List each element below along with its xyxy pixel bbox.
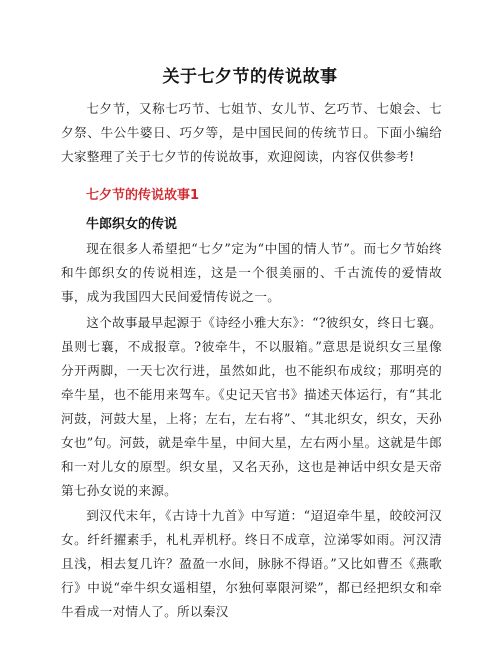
intro-paragraph: 七夕节，又称七巧节、七姐节、女儿节、乞巧节、七娘会、七夕祭、牛公牛婆日、巧夕等，是中国民间的传统节日。下面小编给大家整理了关于七夕节的传说故事，欢迎阅读，内容仅供参考! bbox=[61, 101, 442, 164]
body-paragraph-3: 到汉代末年，《古诗十九首》中写道：“迢迢牵牛星，皎皎河汉女。纤纤擢素手，札札弄机杼。终日不成章，泣涕零如雨。河汉清且浅，相去复几许？盈盈一水间，脉脉不得语。”又比如曹丕《燕歌行》中说“牵牛织女遥相望，尔独何辜限河梁”，都已经把织女和牵牛看成一对情人了。所以秦汉 bbox=[61, 508, 442, 619]
body-paragraph-2: 这个故事最早起源于《诗经小雅大东》：“?彼织女，终日七襄。虽则七襄，不成报章。?彼牵牛，不以服箱。”意思是说织女三星像分开两脚，一天七次行进，虽然如此，也不能织布成纹；那明亮的牵牛星，也不能用来驾车。《史记天官书》描述天体运行，有“其北河鼓，河鼓大星，上将；左右，左右将”、“其北织女，织女，天孙女也”句。河鼓，就是牵牛星，中间大星，左右两小星。这就是牛郎和一对儿女的原型。织女星，又名天孙，这也是神话中织女是天帝第七孙女说的来源。 bbox=[61, 315, 442, 498]
section-heading: 七夕节的传说故事1 bbox=[86, 188, 200, 203]
document-title: 关于七夕节的传说故事 bbox=[162, 67, 338, 87]
body-paragraph-1: 现在很多人希望把“七夕”定为“中国的情人节”。而七夕节始终和牛郎织女的传说相连，这是一个很美丽的、千古流传的爱情故事，成为我国四大民间爱情传说之一。 bbox=[61, 241, 442, 304]
section-subheading: 牛郎织女的传说 bbox=[86, 217, 178, 232]
